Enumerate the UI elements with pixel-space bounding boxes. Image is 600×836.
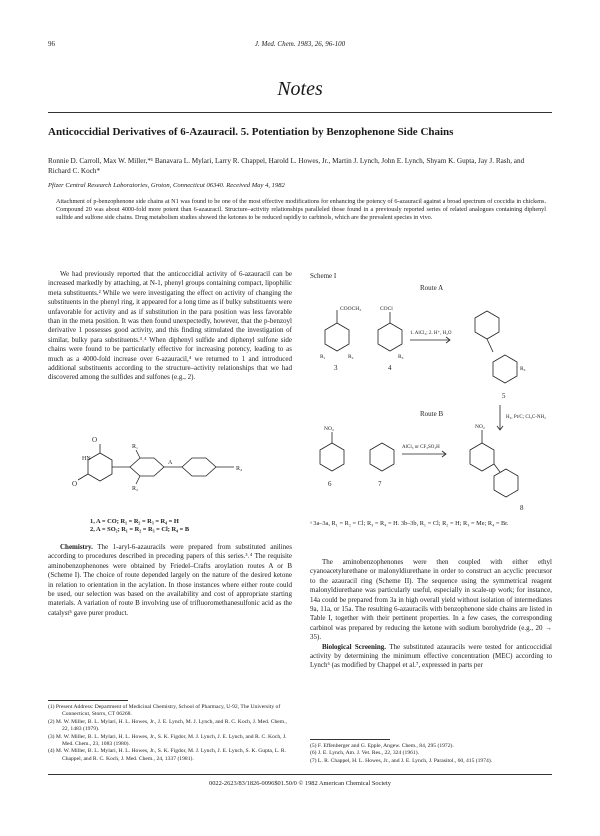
- right-column-text: [310, 558, 552, 671]
- cooch3-label: COOCH₃: [340, 306, 362, 312]
- footnote: (2) M. W. Miller, B. L. Mylari, H. L. Howes, Jr., J. E. Lynch, M. J. Lynch, and R. C. Koch, J. Med. Chem., 22, 1483 (1979).: [48, 718, 287, 733]
- scheme-r2: R₂: [348, 354, 354, 360]
- nh-label: HN: [82, 456, 91, 462]
- reagent-a-label: 1. AlCl₃; 2. H⁺, H₂O: [410, 331, 452, 336]
- compound-6-label: 6: [328, 480, 332, 488]
- r4-label: R₄: [236, 466, 243, 472]
- chemistry-heading: Chemistry.: [60, 543, 93, 551]
- header-rule: [48, 112, 552, 113]
- cocl-label: COCl: [380, 306, 393, 312]
- footnote: (3) M. W. Miller, B. L. Mylari, H. L. Howes, Jr., S. K. Figdor, M. J. Lynch, J. E. Lynch, and R. C. Koch, J. Med. Chem., 23, 1083 (1980).: [48, 733, 287, 748]
- oxo-label-2: O: [72, 480, 78, 488]
- running-head: J. Med. Chem. 1983, 26, 96-100: [254, 40, 346, 48]
- footnote: (1) Present Address: Department of Medicinal Chemistry, School of Pharmacy, U-92, The University of Connecticut, Storrs, CT 06268.: [48, 704, 281, 718]
- bottom-rule: [48, 774, 552, 775]
- compound-label-2: 2, A = SO₂; R₁ = R₂ = R₃ = Cl; R₄ = B: [90, 526, 190, 533]
- article-abstract: Attachment of p-benzophenone side chains at N1 was found to be one of the most effective modifications for enhancing the potency of 6-azauracil against a broad spectrum of coccidia in chickens. Compound 20 was about 4000-fold more potent than 6-azauracil. Structure–activity relationships paralleled those found in a previously reported series of related analogues containing diphenyl sulfide and sulfone side chains. Drug metabolism studies showed the ketones to be reduced rapidly to carbinols, which are the prevalent species in vivo.: [56, 198, 546, 222]
- footnote: (4) M. W. Miller, B. L. Mylari, H. L. Howes, Jr., S. K. Figdor, M. J. Lynch, J. E. Lynch, S. K. Gupta, L. R. Chappel, and R. C. Koch, J. Med. Chem., 24, 1337 (1981).: [48, 748, 287, 762]
- oxo-label: O: [92, 436, 98, 444]
- page-number: 96: [48, 40, 55, 48]
- scheme-figure: [310, 270, 552, 515]
- compound-5-label: 5: [502, 392, 506, 400]
- scheme-label: Scheme I: [310, 272, 337, 280]
- intro-paragraph: [48, 270, 292, 383]
- compound-structure-figure: [48, 420, 292, 520]
- footnotes-right: [310, 743, 552, 765]
- biological-heading: Biological Screening.: [322, 642, 387, 651]
- footnote: (7) L. R. Chappel, H. L. Howes, Jr., and J. E. Lynch, J. Parasitol., 60, 415 (1974).: [310, 757, 493, 764]
- footnote-rule-left: [48, 700, 128, 701]
- article-affiliation: Pfizer Central Research Laboratories, Groton, Connecticut 06340. Received May 4, 1982: [48, 182, 285, 189]
- section-title: Notes: [277, 78, 323, 100]
- compound-labels: [90, 518, 189, 534]
- footnote-rule-right: [310, 739, 390, 740]
- compound-label-1: 1, A = CO; R₁ = R₂ = R₃ = R₄ = H: [90, 518, 179, 525]
- scheme-r4: R₄: [398, 354, 404, 360]
- compound-8-label: 8: [520, 504, 524, 512]
- intro-text: We had previously reported that the anticoccidial activity of 6-azauracil can be increased markedly by attaching, at N-1, phenyl groups containing compact, lipophilic meta substituents.² While we were investigating the effect on activity of changing the substituents in the phenyl ring, it appeared for a long time as if bulky substituents were unfavorable for activity and as if substitution in the para position was less favorable than in the meta position. It was then found unexpectedly, however, that the p-benzoyl derivative 1 possesses good activity, and this finding stimulated the investigation of similar, bulky para substituents.³˒⁴ When diphenyl sulfide and diphenyl sulfone side chains were found to be particularly effective for increasing potency, leading to as much as a 4000-fold increase over 6-azauracil,⁴ we returned to 1 and introduced additional substituents according to the structure–activity relationships that we had discovered among the sulfides and sulfones (e.g., 2).: [48, 270, 292, 382]
- footnote: (5) F. Effenberger and G. Epple, Angew. Chem., 84, 295 (1972).: [310, 743, 454, 749]
- route-b-label: Route B: [420, 410, 444, 418]
- compound-3-label: 3: [334, 364, 338, 372]
- copyright-line: 0022-2623/83/1826-0096$01.50/0 © 1982 American Chemical Society: [209, 780, 391, 787]
- article-authors: Ronnie D. Carroll, Max W. Miller,*¹ Banavara L. Mylari, Larry R. Chappel, Harold L. Howes, Jr., Martin J. Lynch, John E. Lynch, Shyam K. Gupta, Jay J. Rash, and Richard C. Koch*: [48, 157, 525, 175]
- footnotes-left: [48, 704, 292, 763]
- chemistry-paragraph: [48, 543, 292, 618]
- reagent-b-label: AlCl₃ or CF₃SO₃H: [402, 445, 440, 450]
- r1-label: R₁: [132, 444, 139, 450]
- biological-text: The substituted azauracils were tested for anticoccidial activity by determining the minimum effective concentration (MEC) according to Lynch⁶ (as modified by Chappel et al.⁷, expressed in parts per: [310, 642, 553, 670]
- chemistry-text: The 1-aryl-6-azauracils were prepared from substituted anilines according to procedures described in preceding papers of this series.³˒⁴ The requisite aminobenzophenones were obtained by Friedel–Crafts aroylation routes A or B (Scheme I). The choice of route depended largely on the nature of the desired ketone in relation to orientation in the acylation. In those instances where either route could be used, our selection was based on the availability and cost of appropriate starting materials. A variation of route B involving use of trifluoromethanesulfonic acid as the catalyst⁵ gave purer product.: [48, 543, 292, 617]
- compound-4-label: 4: [388, 364, 392, 372]
- no2-label: NO₂: [324, 426, 334, 432]
- compound-7-label: 7: [378, 480, 382, 488]
- footnote: (6) J. E. Lynch, Am. J. Vet. Res., 22, 324 (1961).: [310, 750, 419, 757]
- no2-label-8: NO₂: [475, 424, 485, 430]
- a-label: A: [168, 460, 173, 466]
- reagent-c-label: H₂, Pt/C; Cl₃C-NH₂: [506, 415, 546, 420]
- route-a-label: Route A: [420, 284, 444, 292]
- coupling-paragraph: The aminobenzophenones were then coupled with either ethyl cyanoacetylurethane or malonyldiurethane in order to construct an acyclic precursor to the azauracil ring (Scheme II). The sequence using the symmetrical reagent malonyldiurethane was particularly useful, especially in scale-up work; for instance, 14a could be prepared from 3a in high overall yield without isolation of intermediates 9a, 11a, or 15a. The resulting 6-azauracils with benzophenone side chains are listed in Table I, together with their pertinent properties. In a few cases, the corresponding carbinol was prepared by reducing the ketone with sodium borohydride (e.g., 20 → 35).: [310, 558, 552, 642]
- scheme-r4-5: R₄: [520, 366, 526, 372]
- article-title: Anticoccidial Derivatives of 6-Azauracil. 5. Potentiation by Benzophenone Side Chains: [48, 126, 454, 138]
- scheme-footnote: ᵃ 3a–3a, R₁ = R₂ = Cl; R₃ = R₄ = H. 3b–3b, R₁ = Cl; R₂ = H; R₃ = Me; R₄ = Br.: [310, 520, 509, 527]
- r2-label: R₂: [132, 486, 139, 492]
- scheme-r1: R₁: [320, 354, 326, 360]
